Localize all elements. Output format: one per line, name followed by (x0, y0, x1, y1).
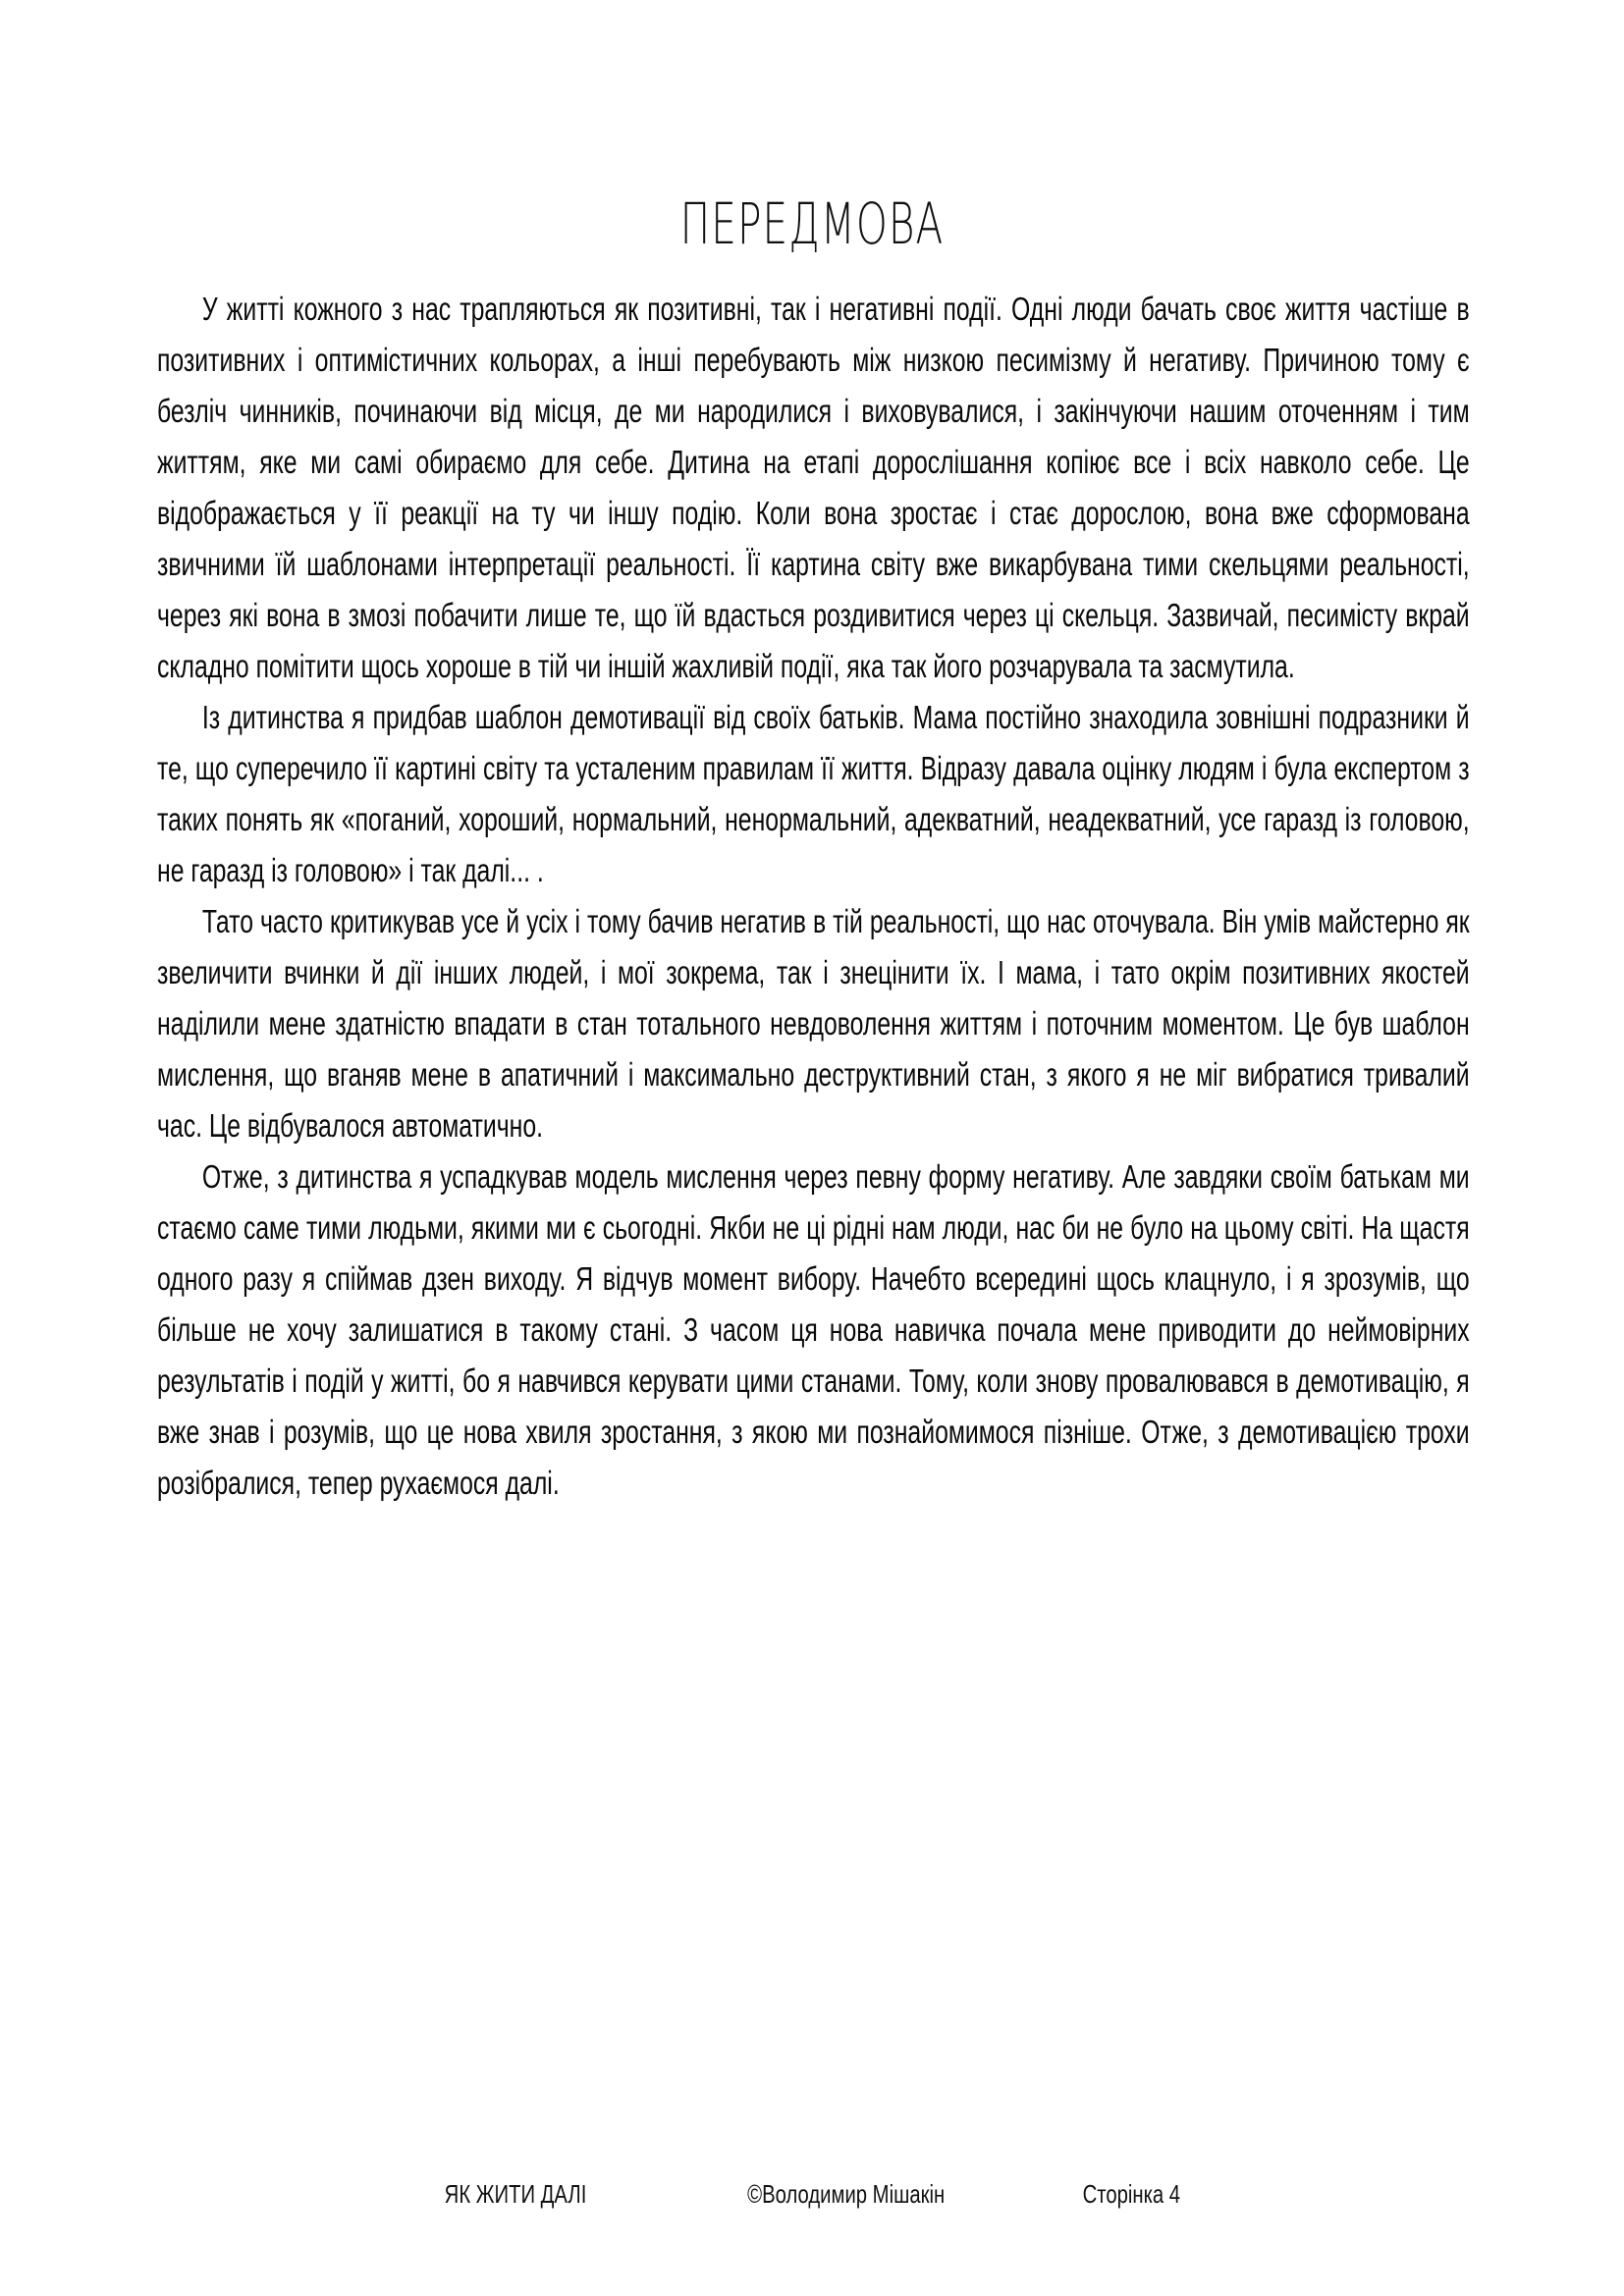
body-text-block (157, 285, 1469, 1510)
footer-copyright: ©Володимир Мішакін (746, 2179, 945, 2209)
paragraph: Тато часто критикував усе й усіх і тому бачив негатив в тій реальності, що нас оточувала. Він умів майстерно як звеличити вчинки й дії інших людей, і мої зокрема, так і знецінити їх. І мама, і тато окрім позитивних якостей наділили мене здатністю впадати в стан тотального невдоволення життям і поточним моментом. Це був шаблон мислення, що вганяв мене в апатичний і максимально деструктивний стан, з якого я не міг вибратися тривалий час. Це відбувалося автоматично. (157, 904, 1470, 1145)
paragraph: Із дитинства я придбав шаблон демотивації від своїх батьків. Мама постійно знаходила зовнішні подразники й те, що суперечило її картині світу та усталеним правилам її життя. Відразу давала оцінку людям і була експертом з таких понять як «поганий, хороший, нормальний, ненормальний, адекватний, неадекватний, усе гаразд із головою, не гаразд із головою» і так далі... . (157, 700, 1470, 889)
paragraph: У житті кожного з нас трапляються як позитивні, так і негативні події. Одні люди бачать своє життя частіше в позитивних і оптимістичних кольорах, а інші перебувають між низкою песимізму й негативу. Причиною тому є безліч чинників, починаючи від місця, де ми народилися і виховувалися, і закінчуючи нашим оточенням і тим життям, яке ми самі обираємо для себе. Дитина на етапі дорослішання копіює все і всіх навколо себе. Це відображається у її реакції на ту чи іншу подію. Коли вона зростає і стає дорослою, вона вже сформована звичними їй шаблонами інтерпретації реальності. Її картина світу вже викарбувана тими скельцями реальності, через які вона в змозі побачити лише те, що їй вдасться роздивитися через ці скельця. Зазвичай, песимісту вкрай складно помітити щось хороше в тій чи іншій жахливій події, яка так його розчарувала та засмутила. (157, 292, 1470, 685)
footer-book-title: ЯК ЖИТИ ДАЛІ (444, 2179, 586, 2209)
page-footer (0, 2177, 1624, 2211)
footer-page-number: Сторінка 4 (1082, 2179, 1180, 2209)
footer-inner (444, 2177, 1179, 2211)
page-title: ПЕРЕДМОВА (679, 189, 945, 257)
paragraph: Отже, з дитинства я успадкував модель мислення через певну форму негативу. Але завдяки своїм батькам ми стаємо саме тими людьми, якими ми є сьогодні. Якби не ці рідні нам люди, нас би не було на цьому світі. На щастя одного разу я спіймав дзен виходу. Я відчув момент вибору. Начебто всередині щось клацнуло, і я зрозумів, що більше не хочу залишатися в такому стані. З часом ця нова навичка почала мене приводити до неймовірних результатів і подій у житті, бо я навчився керувати цими станами. Тому, коли знову провалювався в демотивацію, я вже знав і розумів, що це нова хвиля зростання, з якою ми познайомимося пізніше. Отже, з демотивацією трохи розібралися, тепер рухаємося далі. (157, 1159, 1470, 1502)
